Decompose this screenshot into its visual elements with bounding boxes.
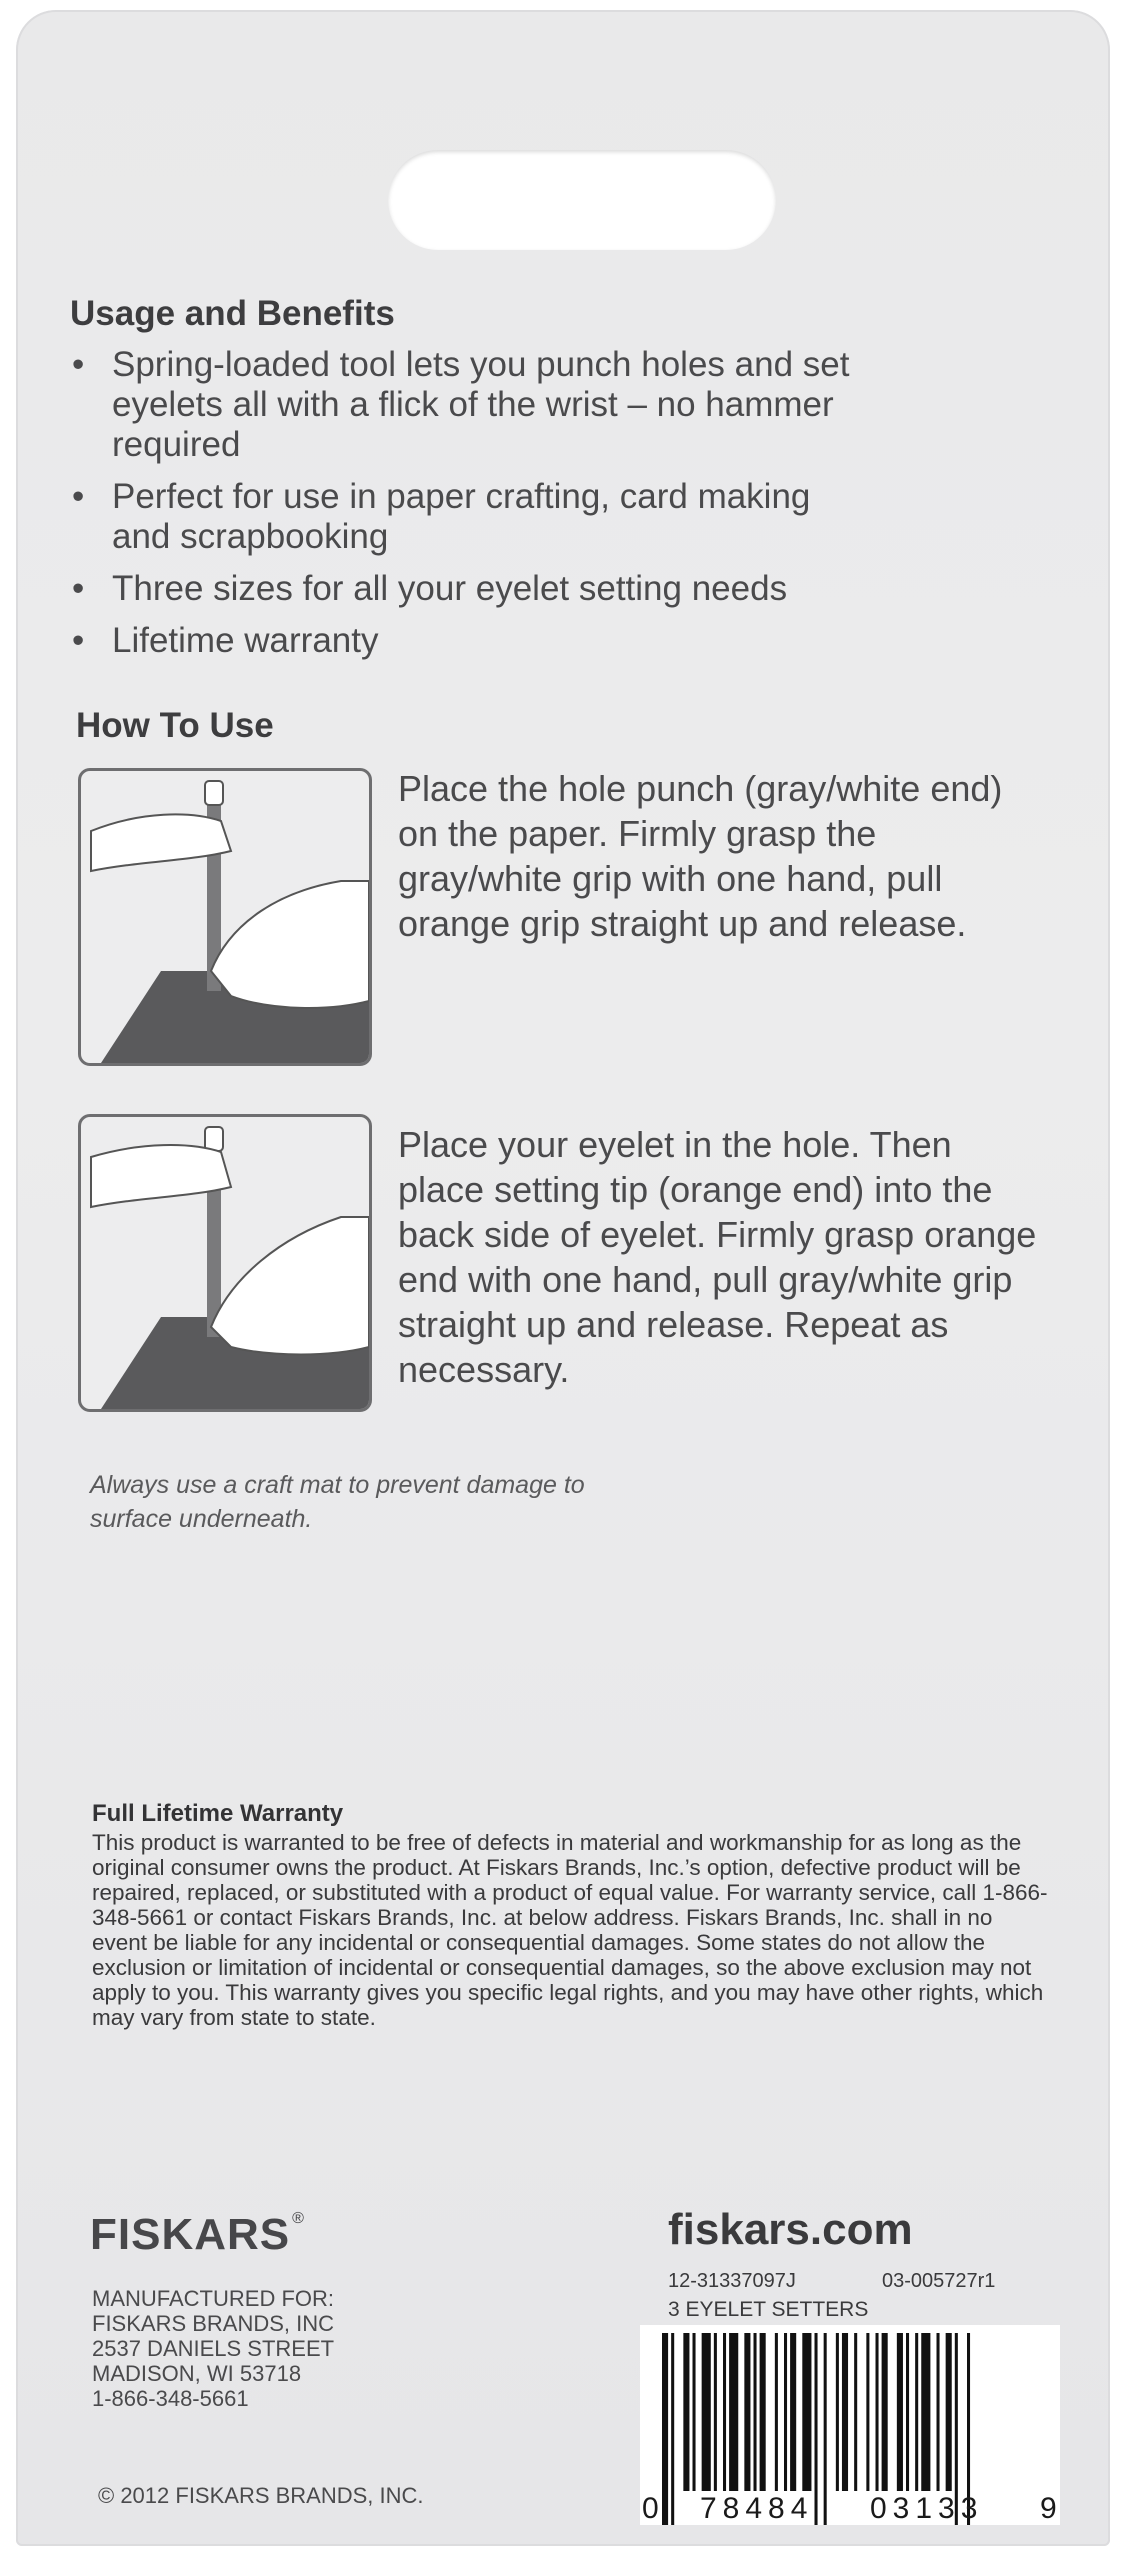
upc-lead-digit: 0: [642, 2492, 659, 2525]
barcode-bar: [946, 2333, 952, 2491]
barcode-bar: [897, 2333, 903, 2491]
barcode-bar: [754, 2333, 757, 2491]
upc-check-digit: 9: [1040, 2492, 1057, 2525]
item-code: 12-31337097J: [668, 2270, 796, 2292]
hang-hole: [388, 150, 776, 250]
barcode-bar: [702, 2333, 711, 2491]
usage-heading: Usage and Benefits: [70, 294, 395, 333]
barcode-bar: [760, 2333, 766, 2491]
barcode-bar: [693, 2333, 696, 2491]
address-line: MANUFACTURED FOR:: [92, 2286, 334, 2311]
barcode-bar: [921, 2333, 930, 2491]
upc-right-group: 03133: [870, 2492, 984, 2525]
eyelet-setter-illustration: [81, 1117, 369, 1409]
website: fiskars.com: [668, 2205, 913, 2254]
copyright: © 2012 FISKARS BRANDS, INC.: [98, 2483, 424, 2508]
barcode-bar: [915, 2333, 918, 2491]
barcode-bar: [824, 2333, 827, 2525]
how-to-heading: How To Use: [76, 706, 274, 745]
craft-mat-note: Always use a craft mat to prevent damage to surface underneath.: [90, 1471, 585, 1533]
barcode-bar: [836, 2333, 839, 2491]
barcode-bar: [815, 2333, 818, 2525]
barcode-bar: [714, 2333, 717, 2491]
part-code: 03-005727r1: [882, 2270, 996, 2292]
upc-left-group: 78484: [700, 2492, 814, 2525]
address-line: 1-866-348-5661: [92, 2386, 249, 2411]
barcode-bar: [906, 2333, 909, 2491]
barcode-bar: [876, 2333, 879, 2491]
registered-mark: ®: [292, 2210, 305, 2227]
address-line: 2537 DANIELS STREET: [92, 2336, 335, 2361]
product-name: 3 EYELET SETTERS: [668, 2298, 869, 2321]
barcode-bar: [775, 2333, 778, 2491]
barcode-bar: [802, 2333, 811, 2491]
fiskars-logo: [90, 2210, 305, 2260]
barcode-bar: [671, 2333, 674, 2525]
barcode-bar: [882, 2333, 888, 2491]
barcode-bar: [683, 2333, 689, 2491]
benefit-item: • Perfect for use in paper crafting, card making and scrapbooking: [70, 477, 812, 557]
barcode-bar: [937, 2333, 940, 2491]
address-line: MADISON, WI 53718: [92, 2361, 302, 2386]
barcode-bar: [784, 2333, 787, 2491]
benefit-item: • Spring-loaded tool lets you punch holes and set eyelets all with a flick of the wrist – no hammer required: [70, 345, 912, 465]
logo-text: FISKARS: [90, 2210, 291, 2259]
barcode-bar: [842, 2333, 848, 2491]
step-1-illustration: [78, 768, 372, 1066]
benefit-item: • Three sizes for all your eyelet setting needs: [70, 569, 970, 609]
barcode-bar: [723, 2333, 726, 2491]
barcode-bar: [790, 2333, 796, 2491]
address-line: FISKARS BRANDS, INC: [92, 2311, 335, 2336]
step-2-illustration: [78, 1114, 372, 1412]
warranty-title: Full Lifetime Warranty: [92, 1800, 344, 1827]
barcode-bar: [729, 2333, 738, 2491]
barcode-bar: [662, 2333, 668, 2525]
barcode-bar: [866, 2333, 869, 2491]
barcode-bar: [854, 2333, 857, 2491]
warranty-body: This product is warranted to be free of defects in material and workmanship for as long as the original consumer owns the product. At Fiskars Brands, Inc.’s option, defective product will be repaired, replaced, or substituted with a product of equal value. For warranty service, call 1-866-348-5661 or contact Fiskars Brands, Inc. at below address. Fiskars Brands, Inc. shall in no event be liable for any incidental or consequential damages. Some states do not allow the exclusion or limitation of incidental or consequential damages, so the above exclusion may not apply to you. This warranty gives you specific legal rights, and you may have other rights, which may vary from state to state.: [92, 1830, 1048, 2030]
hole-punch-illustration: [81, 771, 369, 1063]
step-2-text: Place your eyelet in the hole. Then place setting tip (orange end) into the back side of eyelet. Firmly grasp orange end with one hand, pull gray/white grip straight up and release. Repeat as necessary.: [398, 1124, 1037, 1390]
barcode-bar: [744, 2333, 750, 2491]
benefit-item: • Lifetime warranty: [70, 621, 970, 661]
manufacturer-address: [92, 2286, 334, 2411]
step-1-text: Place the hole punch (gray/white end) on the paper. Firmly grasp the gray/white grip with one hand, pull orange grip straight up and release.: [398, 768, 1003, 944]
benefits-list: [70, 345, 970, 673]
